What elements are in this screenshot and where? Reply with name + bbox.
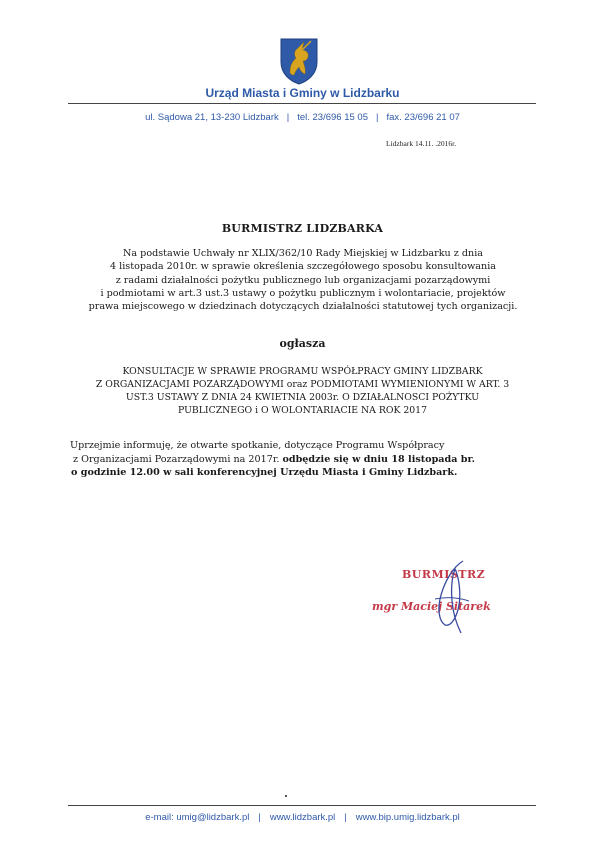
footer-divider [68, 805, 536, 806]
phone-text: tel. 23/696 15 05 [297, 112, 368, 123]
contact-line [0, 112, 605, 123]
page-mark [285, 795, 287, 797]
office-name: Urząd Miasta i Gminy w Lidzbarku [205, 86, 400, 100]
intro-line: 4 listopada 2010r. w sprawie określenia szczegółowego sposobu konsultowania [110, 261, 496, 273]
document-title: BURMISTRZ LIDZBARKA [221, 222, 384, 235]
subject-line: UST.3 USTAWY Z DNIA 24 KWIETNIA 2003r. O DZIAŁALNOSCI POŻYTKU [125, 392, 480, 403]
intro-line: i podmiotami w art.3 ust.3 ustawy o pożytku publicznym i wolontariacie, projektów [100, 287, 506, 299]
stamp-title: BURMISTRZ [402, 568, 486, 581]
subject-line: PUBLICZNEGO i O WOLONTARIACIE NA ROK 2017 [177, 405, 428, 416]
intro-paragraph [68, 247, 538, 313]
address-text: ul. Sądowa 21, 13-230 Lidzbark [145, 112, 279, 123]
document-date: Lidzbark 14.11. .2016r. [386, 139, 457, 148]
footer-separator: | [344, 812, 347, 823]
subject-line: KONSULTACJE W SPRAWIE PROGRAMU WSPÓŁPRACY GMINY LIDZBARK [122, 366, 483, 377]
intro-line: Na podstawie Uchwały nr XLIX/362/10 Rady Miejskiej w Lidzbarku z dnia [123, 248, 483, 259]
subject-line: Z ORGANIZACJAMI POZARZĄDOWYMI oraz PODMIOTAMI WYMIENIONYMI W ART. 3 [95, 379, 510, 390]
intro-line: z radami działalności pożytku publicznego lub organizacjami pozarządowymi [115, 274, 491, 286]
contact-separator: | [286, 112, 290, 123]
meeting-date-text: odbędzie się w dniu 18 listopada br. [282, 453, 475, 465]
notice-line [70, 453, 540, 467]
footer-contact [0, 812, 605, 823]
handwritten-signature-icon [405, 555, 485, 635]
consultation-subject [60, 365, 545, 417]
unicorn-coat-of-arms-icon [278, 36, 320, 86]
notice-line [70, 466, 540, 480]
contact-separator: | [376, 112, 379, 123]
footer-separator: | [258, 812, 261, 823]
footer-email: e-mail: umig@lidzbark.pl [145, 812, 250, 823]
footer-bip: www.bip.umig.lidzbark.pl [355, 812, 460, 823]
header-divider [68, 103, 536, 104]
footer-website: www.lidzbark.pl [269, 812, 336, 823]
announces-heading: ogłasza [279, 337, 326, 350]
notice-text: z Organizacjami Pozarządowymi na 2017r. [73, 453, 283, 465]
meeting-place-text: o godzinie 12.00 w sali konferencyjnej Urzędu Miasta i Gminy Lidzbark. [71, 467, 458, 478]
stamp-name: mgr Maciej Sitarek [372, 600, 491, 613]
intro-line: prawa miejscowego w dziedzinach dotyczących działalności statutowej tych organizacji. [88, 301, 518, 313]
meeting-notice [70, 439, 540, 480]
fax-text: fax. 23/696 21 07 [386, 112, 460, 123]
notice-line: Uprzejmie informuję, że otwarte spotkanie, dotyczące Programu Współpracy [70, 440, 445, 451]
